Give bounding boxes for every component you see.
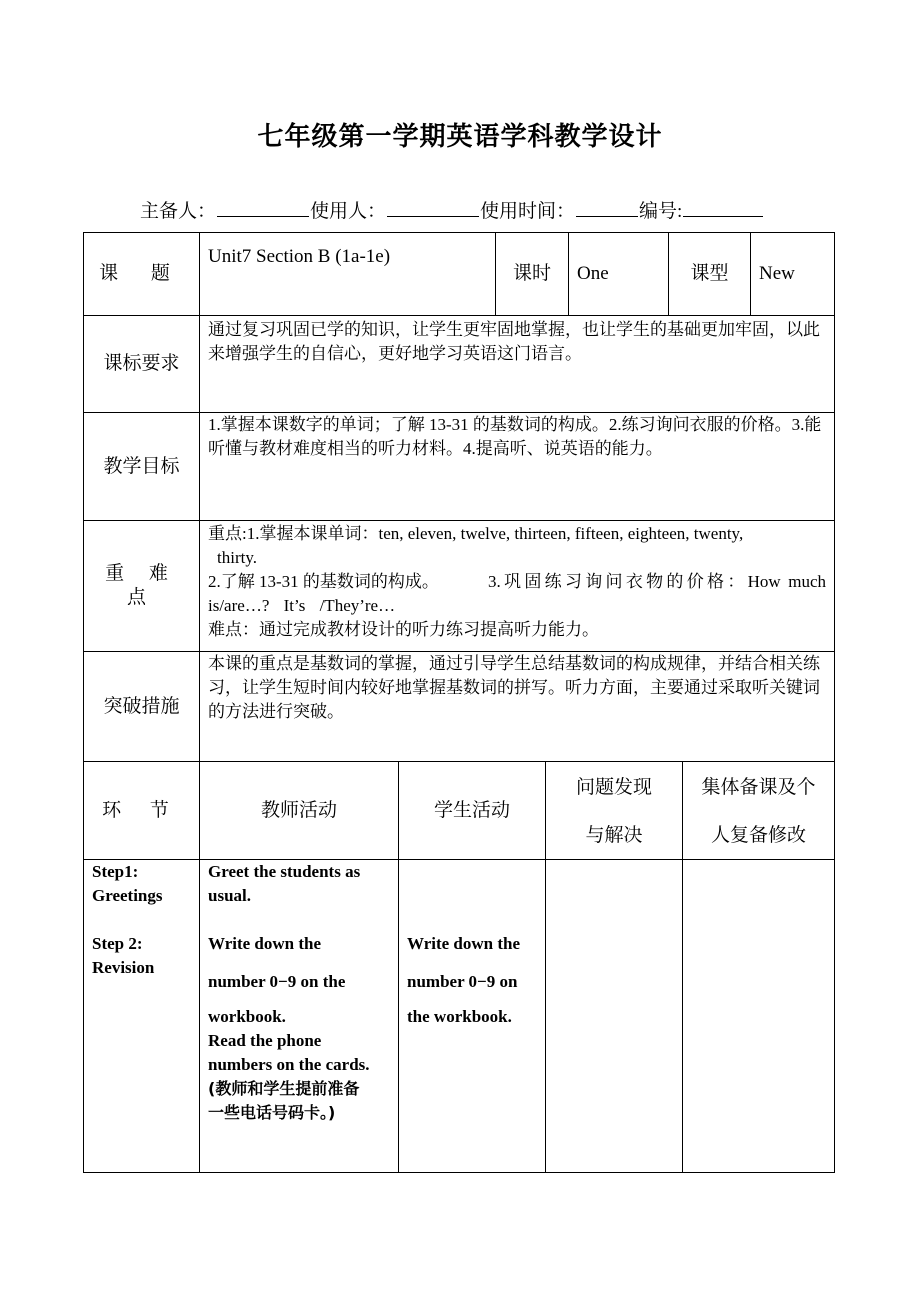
teacher-note-line2: 一些电话号码卡。) [208, 1103, 336, 1122]
col-problems-line1: 问题发现 [575, 777, 652, 798]
topic-label: 课 题 [99, 263, 184, 284]
key-points-line3a: 2.了解 13-31 的基数词的构成。 [208, 572, 439, 591]
topic-value: Unit7 Section B (1a-1e) [208, 246, 391, 267]
col-student: 学生活动 [433, 799, 510, 821]
col-collective-line2: 人复备修改 [710, 825, 806, 846]
breakthrough-text: 本课的重点是基数词的掌握，通过引导学生总结基数词的构成规律，并结合相关练习，让学生短时间内较好地掌握基数词的拼写。听力方面，主要通过采取听关键词的方法进行突破。 [208, 654, 820, 721]
step2 [92, 932, 197, 980]
header-meta [140, 196, 764, 223]
user-blank [387, 198, 479, 217]
teacher-greet-line1: Greet the students as [208, 862, 361, 881]
student-write-line3: the workbook. [407, 1007, 512, 1026]
student-write-line2: number 0−9 on [407, 972, 518, 991]
teacher-read [208, 1029, 396, 1125]
col-stage: 环 节 [102, 799, 181, 821]
teacher-greet [208, 860, 396, 908]
step1-title: Step1: [92, 862, 139, 881]
teacher-write-line2: number 0−9 on the [208, 972, 346, 991]
time-label: 使用时间： [480, 201, 576, 222]
teacher-write-line1: Write down the [208, 934, 322, 953]
key-points-label: 重 难 点 [105, 563, 178, 608]
key-points-line5: 难点：通过完成教材设计的听力练习提高听力能力。 [208, 620, 599, 639]
preparer-label: 主备人： [140, 201, 217, 222]
objectives-label: 教学目标 [103, 455, 180, 477]
col-collective [683, 764, 834, 860]
standards-text: 通过复习巩固已学的知识，让学生更牢固地掌握，也让学生的基础更加牢固，以此来增强学生的自信心，更好地学习英语这门语言。 [208, 320, 820, 363]
student-write-line1: Write down the [407, 934, 521, 953]
teacher-read-line1: Read the phone [208, 1031, 322, 1050]
number-blank [683, 198, 763, 217]
standards-label: 课标要求 [103, 353, 180, 374]
breakthrough-label: 突破措施 [103, 695, 180, 717]
period-value: One [577, 263, 609, 284]
step2-title: Step 2: [92, 934, 143, 953]
key-points-line2: thirty. [217, 548, 257, 567]
objectives-text: 1.掌握本课数字的单词；了解 13-31 的基数词的构成。2.练习询问衣服的价格。3.能听懂与教材难度相当的听力材料。4.提高听、说英语的能力。 [208, 415, 822, 458]
col-problems-line2: 与解决 [585, 825, 643, 846]
key-points-line1: 重点:1.掌握本课单词：ten, eleven, twelve, thirteen, fifteen, eighteen, twenty, [208, 524, 744, 543]
user-label: 使用人： [310, 201, 387, 222]
col-teacher: 教师活动 [260, 799, 337, 821]
step2-name: Revision [92, 958, 155, 977]
type-label: 课型 [690, 263, 729, 284]
page-title: 七年级第一学期英语学科教学设计 [257, 122, 663, 152]
teacher-write-line3: workbook. [208, 1007, 286, 1026]
preparer-blank [217, 198, 309, 217]
time-blank [576, 198, 638, 217]
col-problems [546, 764, 682, 860]
step1 [92, 860, 197, 908]
teacher-note-line1: (教师和学生提前准备 [208, 1079, 360, 1098]
key-points-line4: is/are…? It’s /They’re… [208, 596, 396, 615]
period-label: 课时 [512, 263, 551, 284]
col-collective-line1: 集体备课及个 [701, 777, 816, 798]
number-label: 编号: [639, 201, 683, 222]
type-value: New [759, 263, 795, 284]
teacher-greet-line2: usual. [208, 886, 251, 905]
step1-name: Greetings [92, 886, 163, 905]
key-points-line3b: 3.巩固练习询问衣物的价格：How much [488, 572, 826, 591]
teacher-read-line2: numbers on the cards. [208, 1055, 370, 1074]
